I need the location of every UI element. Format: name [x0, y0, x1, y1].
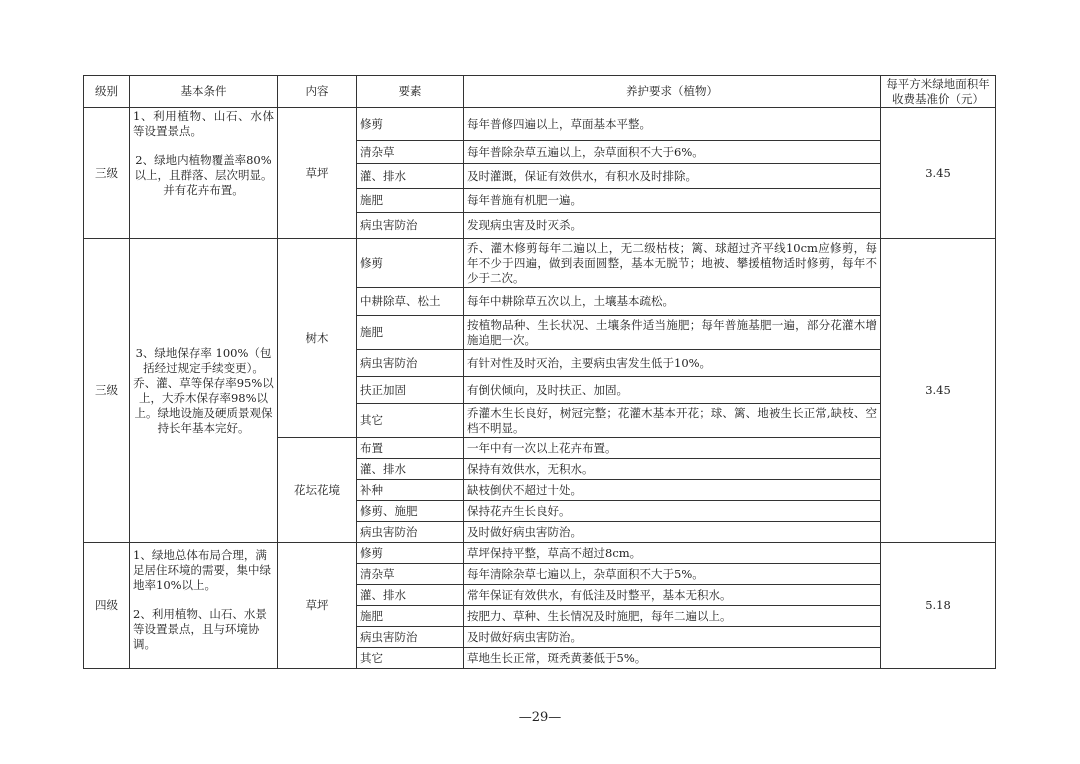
condition-cell	[130, 239, 278, 543]
requirement-cell: 乔、灌木修剪每年二遍以上，无二级枯枝；篱、球超过齐平线10cm应修剪，每年不少于四遍，做到表面圆整，基本无脱节；地被、攀援植物适时修剪，每年不少于二次。	[464, 239, 881, 288]
element-cell: 其它	[357, 648, 464, 669]
maintenance-standards-table	[83, 75, 996, 669]
condition-text: 1、利用植物、山石、水体等设置景点。	[133, 109, 274, 138]
requirement-cell: 每年清除杂草七遍以上，杂草面积不大于5%。	[464, 564, 881, 585]
condition-cell	[130, 108, 278, 239]
condition-text: 3、绿地保存率 100%（包括经过规定手续变更）。乔、灌、草等保存率95%以上，大乔木保存率98%以上。绿地设施及硬质景观保持长年基本完好。	[133, 345, 274, 435]
element-cell: 扶正加固	[357, 377, 464, 404]
content-cell: 草坪	[278, 108, 357, 239]
requirement-cell: 常年保证有效供水，有低洼及时整平，基本无积水。	[464, 585, 881, 606]
price-cell: 3.45	[881, 108, 996, 239]
content-cell: 花坛花境	[278, 438, 357, 543]
table-row	[84, 239, 996, 288]
price-cell: 3.45	[881, 239, 996, 543]
requirement-cell: 缺枝倒伏不超过十处。	[464, 480, 881, 501]
table-row	[84, 543, 996, 564]
requirement-cell: 一年中有一次以上花卉布置。	[464, 438, 881, 459]
requirement-cell: 每年普除杂草五遍以上，杂草面积不大于6%。	[464, 141, 881, 164]
element-cell: 施肥	[357, 606, 464, 627]
requirement-cell: 及时做好病虫害防治。	[464, 522, 881, 543]
requirement-cell: 每年普修四遍以上，草面基本平整。	[464, 108, 881, 141]
condition-text: 2、绿地内植物覆盖率80%以上，且群落、层次明显。并有花卉布置。	[134, 153, 273, 197]
header-condition: 基本条件	[130, 76, 278, 108]
element-cell: 灌、排水	[357, 459, 464, 480]
element-cell: 清杂草	[357, 141, 464, 164]
table-header-row	[84, 76, 996, 108]
header-price: 每平方米绿地面积年收费基准价（元）	[881, 76, 996, 108]
element-cell: 布置	[357, 438, 464, 459]
header-content: 内容	[278, 76, 357, 108]
content-cell: 树木	[278, 239, 357, 438]
element-cell: 施肥	[357, 316, 464, 350]
element-cell: 病虫害防治	[357, 213, 464, 239]
condition-text: 2、利用植物、山石、水景等设置景点，且与环境协调。	[133, 607, 267, 651]
requirement-cell: 按肥力、草种、生长情况及时施肥，每年二遍以上。	[464, 606, 881, 627]
element-cell: 灌、排水	[357, 585, 464, 606]
element-cell: 病虫害防治	[357, 350, 464, 377]
element-cell: 病虫害防治	[357, 522, 464, 543]
requirement-cell: 乔灌木生长良好，树冠完整；花灌木基本开花；球、篱、地被生长正常,缺枝、空档不明显。	[464, 404, 881, 438]
requirement-cell: 发现病虫害及时灭杀。	[464, 213, 881, 239]
requirement-cell: 草坪保持平整，草高不超过8cm。	[464, 543, 881, 564]
element-cell: 灌、排水	[357, 164, 464, 189]
element-cell: 施肥	[357, 189, 464, 213]
element-cell: 中耕除草、松土	[357, 288, 464, 316]
requirement-cell: 保持有效供水，无积水。	[464, 459, 881, 480]
requirement-cell: 每年普施有机肥一遍。	[464, 189, 881, 213]
level-cell: 四级	[84, 543, 130, 669]
element-cell: 修剪、施肥	[357, 501, 464, 522]
requirement-cell: 及时灌溉，保证有效供水，有积水及时排除。	[464, 164, 881, 189]
element-cell: 补种	[357, 480, 464, 501]
requirement-cell: 有倒伏倾向，及时扶正、加固。	[464, 377, 881, 404]
requirement-cell: 保持花卉生长良好。	[464, 501, 881, 522]
header-level: 级别	[84, 76, 130, 108]
level-cell: 三级	[84, 108, 130, 239]
table-row	[84, 108, 996, 141]
level-cell: 三级	[84, 239, 130, 543]
element-cell: 其它	[357, 404, 464, 438]
header-element: 要素	[357, 76, 464, 108]
requirement-cell: 每年中耕除草五次以上，土壤基本疏松。	[464, 288, 881, 316]
condition-cell	[130, 543, 278, 669]
requirement-cell: 草地生长正常，斑秃黄萎低于5%。	[464, 648, 881, 669]
requirement-cell: 及时做好病虫害防治。	[464, 627, 881, 648]
content-cell: 草坪	[278, 543, 357, 669]
element-cell: 病虫害防治	[357, 627, 464, 648]
header-requirement: 养护要求（植物）	[464, 76, 881, 108]
condition-text: 1、绿地总体布局合理，满足居住环境的需要，集中绿地率10%以上。	[133, 548, 271, 592]
element-cell: 清杂草	[357, 564, 464, 585]
page-number: —29—	[518, 710, 562, 725]
price-cell: 5.18	[881, 543, 996, 669]
requirement-cell: 按植物品种、生长状况、土壤条件适当施肥；每年普施基肥一遍，部分花灌木增施追肥一次。	[464, 316, 881, 350]
element-cell: 修剪	[357, 108, 464, 141]
element-cell: 修剪	[357, 239, 464, 288]
requirement-cell: 有针对性及时灭治，主要病虫害发生低于10%。	[464, 350, 881, 377]
element-cell: 修剪	[357, 543, 464, 564]
